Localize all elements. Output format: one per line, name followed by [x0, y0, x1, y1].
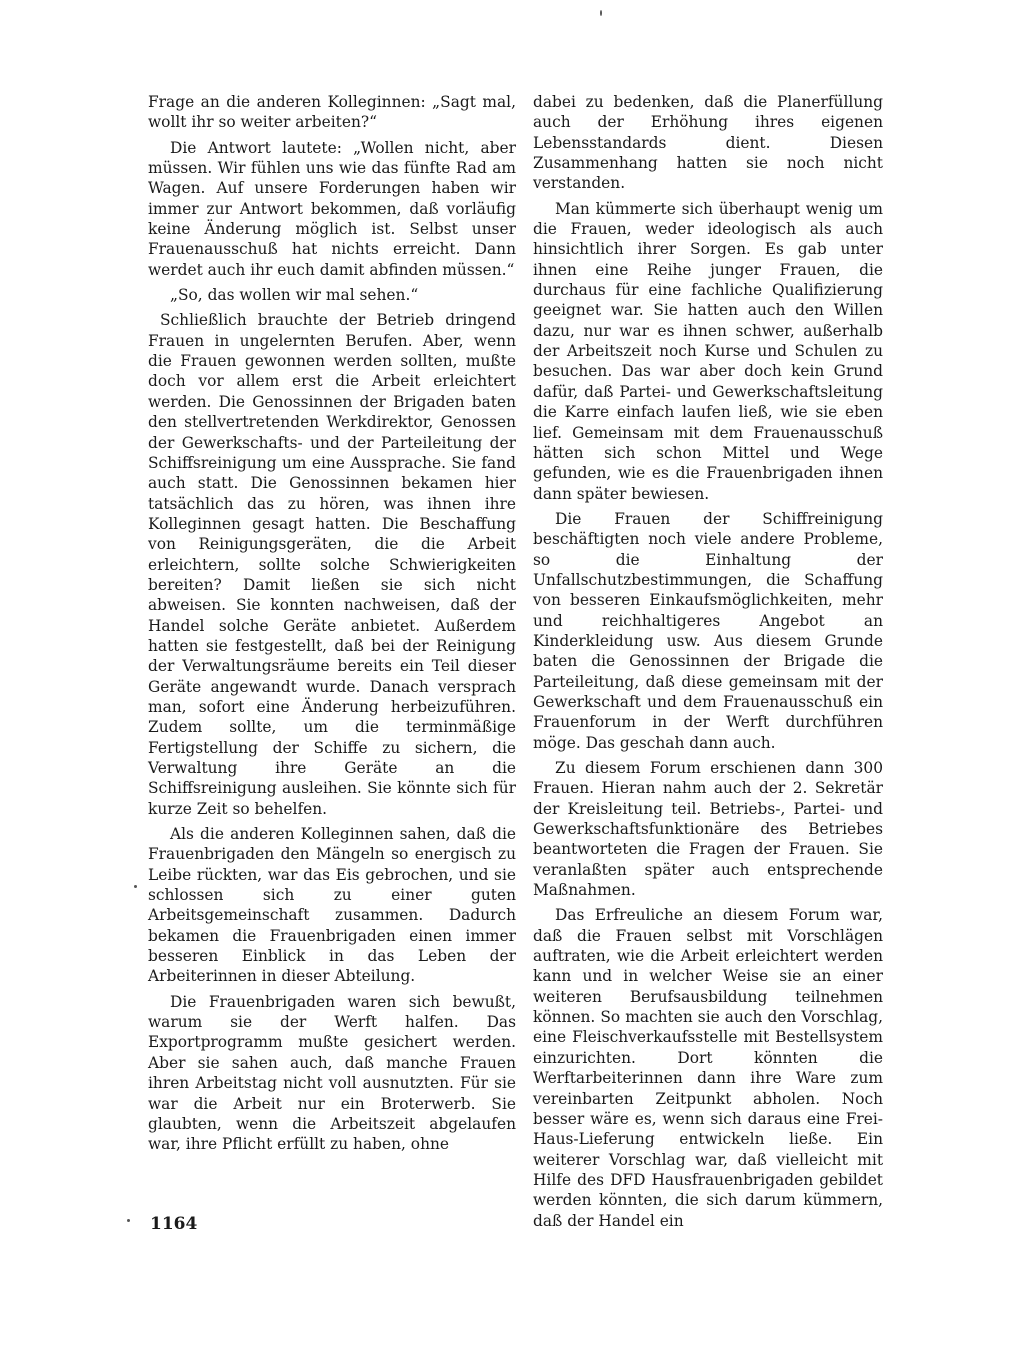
- paragraph: dabei zu bedenken, daß die Planerfüllung auch der Erhöhung ihres eigenen Lebensstandards dient. Diesen Zusammenhang hatten sie noch nicht verstanden.: [533, 93, 883, 193]
- scan-speck: [134, 885, 137, 888]
- paragraph: Schließlich brauchte der Betrieb dringend Frauen in ungelernten Berufen. Aber, wenn die Frauen gewonnen werden sollten, mußte doch vor allem erst die Arbeit erleichtert werden. Die Genossinnen der Brigaden baten den stellvertretenden Werkdirektor, Genossen der Gewerkschafts- und der Parteileitung der Schiffsreinigung um eine Aussprache. Sie fand auch statt. Die Genossinnen bekamen hier tatsächlich das zu hören, was ihnen ihre Kolleginnen gesagt hatten. Die Beschaffung von Reinigungsgeräten, die die Arbeit erleichtern, sollte solche Schwierigkeiten bereiten? Damit ließen sie sich nicht abweisen. Sie konnten nachweisen, daß der Handel solche Geräte anbietet. Außerdem hatten sie festgestellt, daß bei der Reinigung der Verwaltungsräume bereits ein Teil dieser Geräte angewandt wurde. Danach versprach man, sofort eine Änderung herbeizuführen. Zudem sollte, um die terminmäßige Fertigstellung der Schiffe zu sichern, die Verwaltung ihre Geräte an die Schiffsreinigung ausleihen. Sie könnte sich für kurze Zeit so behelfen.: [148, 311, 516, 818]
- right-text-column: [533, 92, 883, 1236]
- paragraph: Die Antwort lautete: „Wollen nicht, aber müssen. Wir fühlen uns wie das fünfte Rad am Wagen. Auf unsere Forderungen haben wir immer zur Antwort bekommen, daß vorläufig keine Änderung möglich ist. Selbst unser Frauenausschuß hat nichts erreicht. Dann werdet auch ihr euch damit abfinden müssen.“: [148, 138, 516, 279]
- paragraph: Das Erfreuliche an diesem Forum war, daß die Frauen selbst mit Vorschlägen auftraten, wie die Arbeit erleichtert werden kann und in welcher Weise sie an einer weiteren Berufsausbildung teilnehmen können. So machten sie auch den Vorschlag, eine Fleischverkaufsstelle mit Bestellsystem einzurichten. Dort könnten die Werftarbeiterinnen dann ihre Ware zum vereinbarten Zeitpunkt abholen. Noch besser wäre es, wenn sich daraus eine Frei-Haus-Lieferung entwickeln ließe. Ein weiterer Vorschlag war, daß vielleicht mit Hilfe des DFD Hausfrauenbrigaden gebildet werden könnten, die sich darum kümmern, daß der Handel ein: [533, 906, 883, 1230]
- paragraph: „So, das wollen wir mal sehen.“: [170, 286, 419, 305]
- paragraph: Frage an die anderen Kolleginnen: „Sagt mal, wollt ihr so weiter arbeiten?“: [148, 93, 516, 132]
- page-number: 1164: [150, 1214, 198, 1234]
- left-text-column: [148, 92, 516, 1160]
- paragraph: Die Frauenbrigaden waren sich bewußt, warum sie der Werft halfen. Das Exportprogramm mußte gesichert werden. Aber sie sahen auch, daß manche Frauen ihren Arbeitstag nicht voll ausnutzten. Für sie war die Arbeit nur ein Broterwerb. Sie glaubten, wenn die Arbeitszeit abgelaufen war, ihre Pflicht erfüllt zu haben, ohne: [148, 992, 516, 1154]
- scan-speck: [127, 1219, 130, 1222]
- paragraph: Die Frauen der Schiffreinigung beschäftigten noch viele andere Probleme, so die Einhaltung der Unfallschutzbestimmungen, die Schaffung von besseren Einkaufsmöglichkeiten, mehr und reichhaltigeres Angebot an Kinderkleidung usw. Aus diesem Grunde baten die Genossinnen der Brigade die Parteileitung, daß diese gemeinsam mit der Gewerkschaft und dem Frauenausschuß ein Frauenforum in der Werft durchführen möge. Das geschah dann auch.: [533, 509, 883, 752]
- paragraph: Als die anderen Kolleginnen sahen, daß die Frauenbrigaden den Mängeln so energisch zu Leibe rückten, war das Eis gebrochen, und sie schlossen sich zu einer guten Arbeitsgemeinschaft zusammen. Dadurch bekamen die Frauenbrigaden einen immer besseren Einblick in das Leben der Arbeiterinnen in dieser Abteilung.: [148, 825, 516, 986]
- paragraph: Man kümmerte sich überhaupt wenig um die Frauen, weder ideologisch als auch hinsichtlich ihrer Sorgen. Es gab unter ihnen eine Reihe junger Frauen, die durchaus für eine fachliche Qualifizierung geeignet war. Sie hatten auch den Willen dazu, nur war es ihnen schwer, außerhalb der Arbeitszeit noch Kurse und Schulen zu besuchen. Das war aber doch kein Grund dafür, daß Partei- und Gewerkschaftsleitung die Karre einfach laufen ließ, wie sie eben lief. Gemeinsam mit dem Frauenausschuß hätten sich schon Mittel und Wege gefunden, wie es die Frauenbrigaden ihnen dann später bewiesen.: [533, 199, 883, 503]
- paragraph: Zu diesem Forum erschienen dann 300 Frauen. Hieran nahm auch der 2. Sekretär der Kreisleitung teil. Betriebs-, Partei- und Gewerkschaftsfunktionäre des Betriebes beantworteten die Fragen der Frauen. Sie veranlaßten später auch entsprechende Maßnahmen.: [533, 759, 883, 900]
- scan-speck: [600, 10, 602, 16]
